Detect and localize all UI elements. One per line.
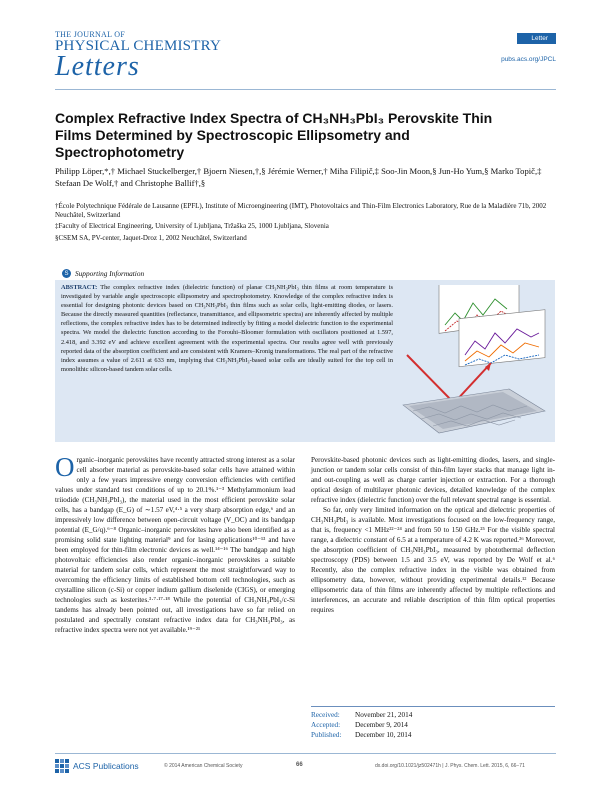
body-column-left	[55, 452, 295, 635]
journal-logo-line2: PHYSICAL CHEMISTRY	[55, 38, 221, 54]
toc-graphic	[399, 285, 549, 437]
abstract	[61, 283, 393, 374]
header-divider	[55, 89, 556, 90]
publisher-logo	[55, 759, 139, 773]
abstract-body: The complex refractive index (dielectric function) of planar CH₃NH₃PbI₃ thin films at room temperature is investigated by variable angle spectroscopic ellipsometry and spectrophotometry. Knowledge of the complex refractive index is essential for designing photonic devices based on CH₃NH₃PbI₃ thin films such as solar cells, light-emitting diodes, or lasers. Because the directly measured quantities (reflectance, transmittance, and ellipsometric spectra) are inherently affected by multiple reflections, the complex refractive index has to be determined indirectly by fitting a model dielectric function to the experimental spectra. We model the dielectric function according to the Forouhi–Bloomer formulation with oscillators positioned at 1.597, 2.418, and 3.392 eV and achieve excellent agreement with the experimental spectra. Our results agree well with previously reported data of the absorption coefficient and are consistent with Kramers–Kronig transformations. The real part of the refractive index assumes a value of 2.611 at 633 nm, implying that CH₃NH₃PbI₃-based solar cells are ideally suited for the top cell in monolithic silicon-based tandem solar cells.	[61, 284, 393, 373]
date-label: Accepted:	[311, 721, 341, 729]
article-title: Complex Refractive Index Spectra of CH₃NH₃PbI₃ Perovskite Thin Films Determined by Spectroscopic Ellipsometry and Spectrophotometry	[55, 110, 493, 160]
graph-panel-front	[459, 310, 545, 367]
date-received	[311, 710, 555, 720]
journal-url-link[interactable]: pubs.acs.org/JPCL	[501, 56, 556, 63]
publisher-name: ACS Publications	[73, 761, 139, 771]
body-text-intro: rganic–inorganic perovskites have recently attracted strong interest as a solar cell absorber material as perovskite-based solar cells have attained within only a few years impressive energy conversion efficiencies with certified values under standard test conditions of up to 20.1%.¹⁻³ Methylammonium lead triiodide (CH₃NH₃PbI₃), the material used in the most efficient perovskite solar cells, has a bandgap (E_G) of ∼1.57 eV,⁴·⁵ a very sharp absorption edge,⁶ and an impressively low difference between open-circuit voltage (V_OC) and its bandgap potential (E_G/q).⁶⁻⁸ Organic–inorganic perovskites have also been identified as a promising solid state lighting material⁹ and for lasing applications¹⁰⁻¹³ and have been employed for thin-film electronic devices as well.¹⁴⁻¹⁶ The bandgap and high photovoltaic efficiencies also render organic–inorganic perovskites a suitable material for tandem solar cells, which represent the most straightforward way to overcoming the efficiency limits of established bottom cell technologies, such as crystalline silicon (c-Si) or copper indium gallium diselenide (CIGS), or emerging technologies such as kesterites.³·⁷·¹⁷·¹⁸ While the potential of CH₃NH₃PbI₃/c-Si tandems has already been pointed out, all investigations have so far relied on postulated and spectrally constant refractive index data for CH₃NH₃PbI₃, as refractive index spectra were not yet available.¹⁹⁻²¹	[55, 456, 295, 634]
affiliations	[55, 202, 555, 245]
abstract-label: ABSTRACT:	[61, 284, 98, 291]
date-value: December 9, 2014	[355, 721, 408, 729]
body-column-right	[311, 455, 555, 615]
date-label: Received:	[311, 711, 340, 719]
date-value: December 10, 2014	[355, 731, 412, 739]
drop-cap: O	[55, 452, 75, 482]
journal-logo-line1: THE JOURNAL OF	[55, 30, 126, 39]
publication-dates	[311, 706, 555, 740]
affiliation-csem: §CSEM SA, PV-center, Jaquet-Droz 1, 2002 Neuchâtel, Switzerland	[55, 233, 247, 242]
footer-divider	[55, 753, 556, 754]
affiliation-epfl: †École Polytechnique Fédérale de Lausanne (EPFL), Institute of Microengineering (IMT), Photovoltaics and Thin-Film Electronics Laboratory, Rue de la Maladière 71b, 2002 Neuchâtel, Switzerland	[55, 202, 547, 220]
author-list: Philipp Löper,*,† Michael Stuckelberger,† Bjoern Niesen,†,§ Jérémie Werner,† Miha Filipič,‡ Soo-Jin Moon,§ Jun-Ho Yum,§ Marko Topič,‡ Stefaan De Wolf,† and Christophe Ballif†,§	[55, 166, 542, 188]
date-accepted	[311, 720, 555, 730]
journal-logo-line3: Letters	[55, 51, 140, 82]
date-published	[311, 730, 555, 740]
body-paragraph: Perovskite-based photonic devices such as light-emitting diodes, lasers, and single-junction or tandem solar cells consist of thin-film layer stacks that manage light in- and out-coupling as well as charge carrier injection or extraction. For a thorough optical design of multilayer photonic devices, detailed knowledge of the complex refractive index (dielectric function) over the full relevant spectral range is essential.	[311, 456, 555, 504]
perovskite-film-surface	[403, 389, 545, 433]
doi-citation-link[interactable]: dx.doi.org/10.1021/jz502471h | J. Phys. Chem. Lett. 2015, 6, 66−71	[375, 763, 525, 769]
date-value: November 21, 2014	[355, 711, 413, 719]
page-number: 66	[296, 762, 303, 768]
article-type-badge: Letter	[517, 33, 556, 44]
supporting-info-label: Supporting Information	[75, 269, 145, 278]
supporting-info-link[interactable]	[62, 269, 144, 278]
body-paragraph: So far, only very limited information on the optical and dielectric properties of CH₃NH₃PbI₃ is available. Most investigations focused on the low-frequency range, that is, frequency <1 MHz²²⁻²⁴ and from 50 to 150 GHz.²⁵ For the visible spectral range, a dielectric constant of 6.5 at a temperature of 4.2 K was reported.²⁶ Moreover, the absorption coefficient of CH₃NH₃PbI₃, measured by photothermal deflection spectroscopy (PDS) between 1.5 and 3.5 eV, was reported by De Wolf et al.⁶ Recently, also the complex refractive index in the visible was obtained from ellipsometry data, however, without providing experimental details.¹² Because ellipsometric data of thin films are inherently affected by multiple reflections and interferences, an accurate and reliable description of thin film optical properties requires	[311, 506, 555, 614]
copyright-notice: © 2014 American Chemical Society	[164, 763, 243, 769]
journal-logo	[55, 30, 221, 83]
date-label: Published:	[311, 731, 342, 739]
acs-publications-icon	[55, 759, 69, 773]
affiliation-ljubljana: ‡Faculty of Electrical Engineering, University of Ljubljana, Tržaška 25, 1000 Ljubljana, Slovenia	[55, 222, 329, 231]
supporting-info-icon: S	[62, 269, 71, 278]
